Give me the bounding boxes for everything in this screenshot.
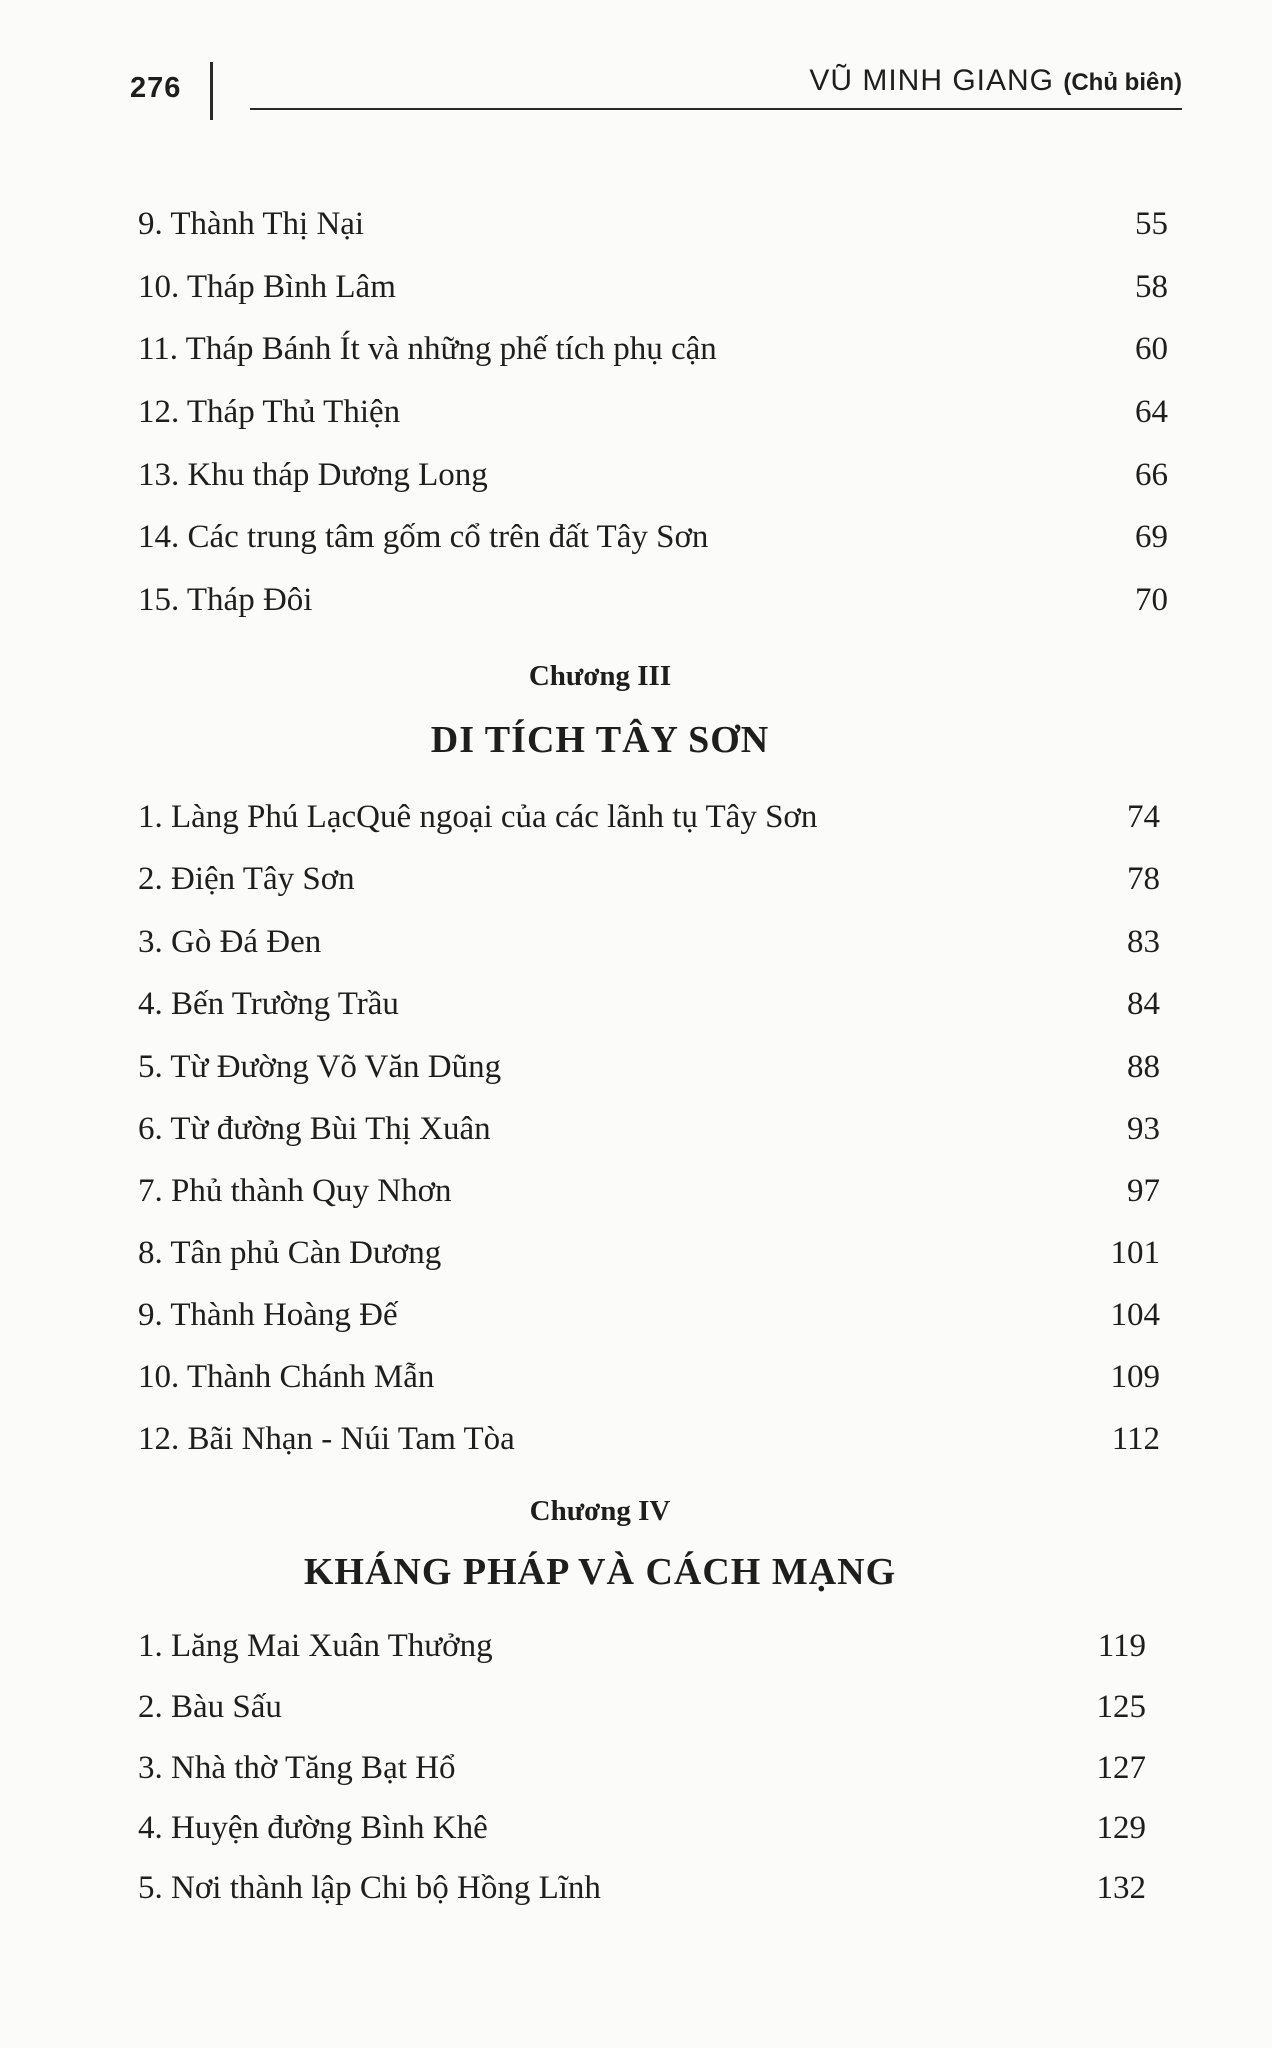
toc-entry-title: 12. Tháp Thủ Thiện	[138, 394, 401, 430]
toc-entry-page: 88	[1127, 1049, 1160, 1085]
toc-entry-page: 84	[1127, 986, 1160, 1022]
toc-entry	[138, 793, 1160, 841]
toc-entry-page: 112	[1111, 1421, 1160, 1457]
chapter-label: Chương III	[528, 660, 672, 692]
toc-entry-title: 10. Thành Chánh Mẫn	[138, 1359, 435, 1395]
toc-entry-page: 64	[1135, 394, 1168, 430]
toc-entry	[138, 1864, 1146, 1912]
toc-entry-title: 8. Tân phủ Càn Dương	[138, 1235, 442, 1271]
toc-entry-title: 7. Phủ thành Quy Nhơn	[138, 1173, 452, 1209]
toc-entry	[138, 1744, 1146, 1792]
toc-entry-title: 13. Khu tháp Dương Long	[138, 457, 488, 493]
toc-entry-page: 55	[1135, 206, 1168, 242]
toc-entry-page: 58	[1135, 269, 1168, 305]
toc-entry-title: 1. Lăng Mai Xuân Thưởng	[138, 1628, 493, 1664]
toc-entry	[138, 1229, 1160, 1277]
running-header	[130, 62, 1182, 122]
toc-entry	[138, 388, 1168, 436]
toc-entry-page: 129	[1096, 1810, 1146, 1846]
toc-entry-page: 93	[1127, 1111, 1160, 1147]
toc-entry-page: 74	[1127, 799, 1160, 835]
author-name: VŨ MINH GIANG	[809, 64, 1055, 97]
toc-entry-title: 9. Thành Thị Nại	[138, 206, 365, 242]
toc-entry	[138, 1043, 1160, 1091]
toc-entry-title: 1. Làng Phú LạcQuê ngoại của các lãnh tụ Tây Sơn	[138, 799, 818, 835]
toc-entry-page: 109	[1110, 1359, 1160, 1395]
toc-entry	[138, 1415, 1160, 1463]
toc-entry-page: 101	[1110, 1235, 1160, 1271]
toc-entry-page: 104	[1110, 1297, 1160, 1333]
toc-entry	[138, 263, 1168, 311]
header-divider	[210, 62, 213, 120]
toc-entry	[138, 325, 1168, 373]
toc-entry-page: 69	[1135, 519, 1168, 555]
chapter-title: KHÁNG PHÁP VÀ CÁCH MẠNG	[303, 1551, 897, 1593]
toc-entry	[138, 200, 1168, 248]
toc-entry-title: 5. Nơi thành lập Chi bộ Hồng Lĩnh	[138, 1870, 601, 1906]
toc-entry	[138, 1622, 1146, 1670]
toc-entry-title: 14. Các trung tâm gốm cổ trên đất Tây Sơn	[138, 519, 709, 555]
author-role: (Chủ biên)	[1063, 69, 1182, 96]
toc-entry-page: 127	[1096, 1750, 1146, 1786]
chapter-label: Chương IV	[529, 1495, 671, 1527]
toc-entry-title: 3. Gò Đá Đen	[138, 924, 322, 960]
toc-entry-title: 6. Từ đường Bùi Thị Xuân	[138, 1111, 491, 1147]
toc-entry-title: 10. Tháp Bình Lâm	[138, 269, 396, 305]
toc-entry	[138, 855, 1160, 903]
toc-entry	[138, 1105, 1160, 1153]
header-rule	[250, 108, 1182, 110]
chapter-title: DI TÍCH TÂY SƠN	[430, 719, 770, 761]
running-title	[809, 64, 1182, 98]
toc-entry	[138, 1291, 1160, 1339]
toc-entry-title: 4. Huyện đường Bình Khê	[138, 1810, 488, 1846]
toc-entry-page: 70	[1135, 582, 1168, 618]
toc-entry-page: 83	[1127, 924, 1160, 960]
toc-entry	[138, 451, 1168, 499]
toc-entry-page: 132	[1096, 1870, 1146, 1906]
toc-entry	[138, 1683, 1146, 1731]
toc-entry-title: 15. Tháp Đôi	[138, 582, 313, 618]
toc-entry-title: 2. Điện Tây Sơn	[138, 861, 355, 897]
toc-entry-title: 4. Bến Trường Trầu	[138, 986, 399, 1022]
page-number: 276	[130, 72, 182, 104]
toc-entry-page: 60	[1135, 331, 1168, 367]
toc-entry	[138, 1353, 1160, 1401]
toc-entry-page: 97	[1127, 1173, 1160, 1209]
toc-entry	[138, 513, 1168, 561]
toc-entry-page: 78	[1127, 861, 1160, 897]
toc-entry-page: 125	[1096, 1689, 1146, 1725]
toc-entry	[138, 918, 1160, 966]
toc-entry-title: 12. Bãi Nhạn - Núi Tam Tòa	[138, 1421, 515, 1457]
toc-entry	[138, 980, 1160, 1028]
toc-entry-title: 5. Từ Đường Võ Văn Dũng	[138, 1049, 502, 1085]
toc-entry-page: 66	[1135, 457, 1168, 493]
toc-entry	[138, 1804, 1146, 1852]
toc-entry-title: 11. Tháp Bánh Ít và những phế tích phụ cận	[138, 331, 717, 367]
toc-entry-title: 9. Thành Hoàng Đế	[138, 1297, 398, 1333]
toc-entry	[138, 1167, 1160, 1215]
toc-entry-title: 3. Nhà thờ Tăng Bạt Hổ	[138, 1750, 456, 1786]
toc-entry	[138, 576, 1168, 624]
toc-entry-page: 119	[1097, 1628, 1146, 1664]
toc-entry-title: 2. Bàu Sấu	[138, 1689, 282, 1725]
